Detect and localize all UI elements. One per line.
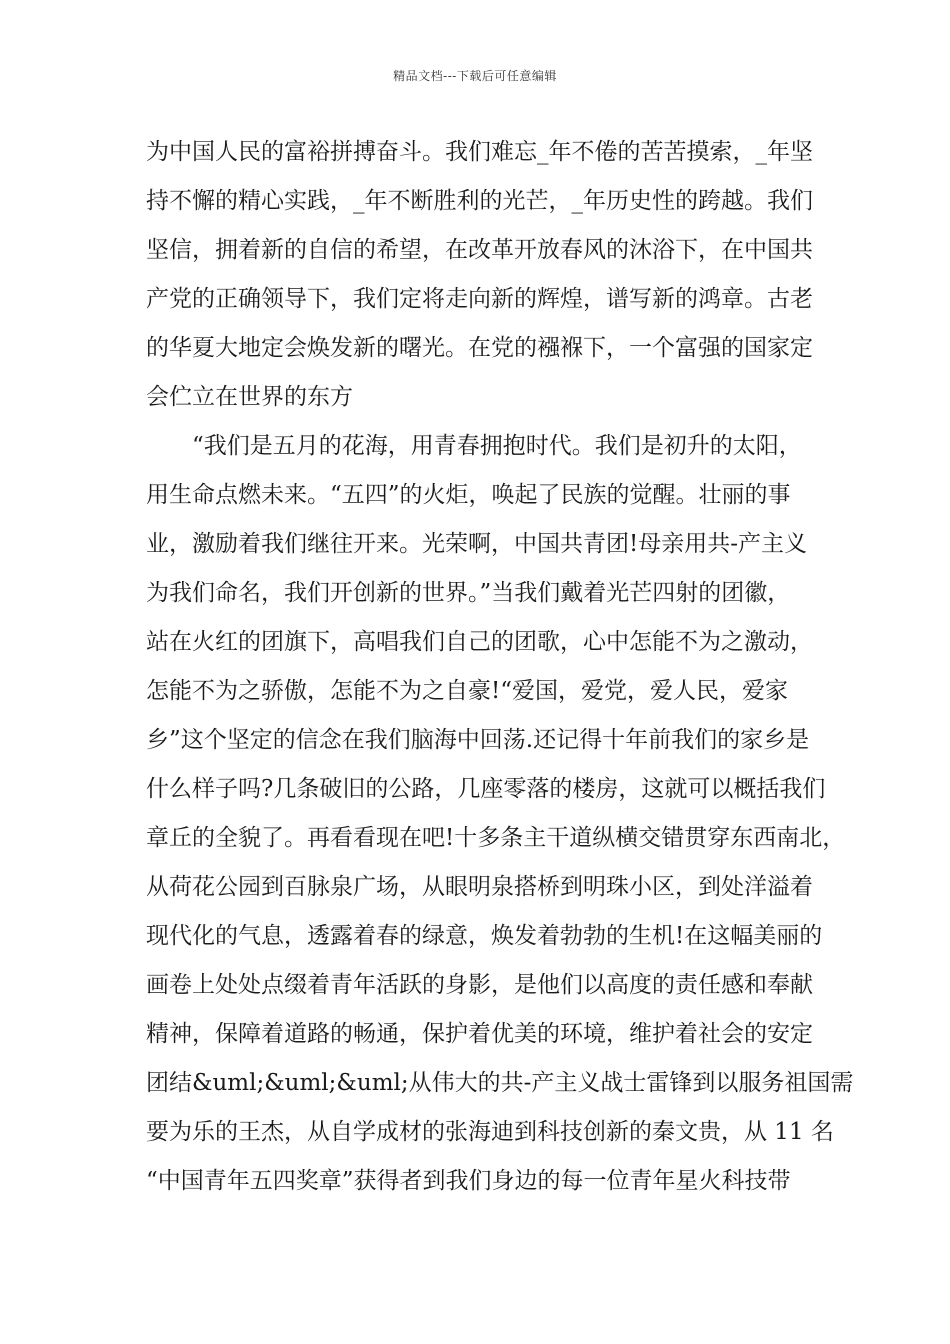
paragraph (146, 128, 826, 422)
text-line: 持不懈的精心实践，_年不断胜利的光芒，_年历史性的跨越。我们 (146, 188, 813, 214)
text-line: 要为乐的王杰，从自学成材的张海迪到科技创新的秦文贵，从 11 名 (146, 1119, 834, 1145)
text-line: 现代化的气息，透露着春的绿意，焕发着勃勃的生机!在这幅美丽的 (146, 923, 823, 949)
text-line: 什么样子吗?几条破旧的公路，几座零落的楼房，这就可以概括我们 (146, 776, 826, 802)
text-line: 业，激励着我们继往开来。光荣啊，中国共青团!母亲用共-产主义 (146, 531, 808, 557)
text-line: 产党的正确领导下，我们定将走向新的辉煌，谱写新的鸿章。古老 (146, 286, 813, 312)
text-line: 站在火红的团旗下，高唱我们自己的团歌，心中怎能不为之激动， (146, 629, 813, 655)
text-line: 会伫立在世界的东方 (146, 384, 353, 410)
text-line: 为我们命名，我们开创新的世界。”当我们戴着光芒四射的团徽， (146, 580, 791, 606)
document-body (146, 128, 854, 1206)
text-line: 精神，保障着道路的畅通，保护着优美的环境，维护着社会的安定 (146, 1021, 813, 1047)
text-line: 画卷上处处点缀着青年活跃的身影，是他们以高度的责任感和奉献 (146, 972, 813, 998)
text-line: 坚信，拥着新的自信的希望，在改革开放春风的沐浴下，在中国共 (146, 237, 813, 263)
text-line: 乡”这个坚定的信念在我们脑海中回荡.还记得十年前我们的家乡是 (146, 727, 810, 753)
text-line: 从荷花公园到百脉泉广场，从眼明泉搭桥到明珠小区，到处洋溢着 (146, 874, 813, 900)
text-line: 章丘的全貌了。再看看现在吧!十多条主干道纵横交错贯穿东西南北， (146, 825, 846, 851)
text-line: 为中国人民的富裕拼搏奋斗。我们难忘_年不倦的苦苦摸索，_年坚 (146, 139, 813, 165)
text-line: 怎能不为之骄傲，怎能不为之自豪!“爱国，爱党，爱人民，爱家 (146, 678, 789, 704)
page-header: 精品文档---下载后可任意编辑 (393, 69, 557, 83)
text-line: “我们是五月的花海，用青春拥抱时代。我们是初升的太阳， (192, 433, 802, 459)
text-line: “中国青年五四奖章”获得者到我们身边的每一位青年星火科技带 (146, 1168, 791, 1194)
text-line: 团结&uml;&uml;&uml;从伟大的共-产主义战士雷锋到以服务祖国需 (146, 1070, 854, 1096)
text-line: 的华夏大地定会焕发新的曙光。在党的襁褓下，一个富强的国家定 (146, 335, 813, 361)
text-line: 用生命点燃未来。“五四”的火炬，唤起了民族的觉醒。壮丽的事 (146, 482, 791, 508)
paragraph (146, 422, 854, 1206)
